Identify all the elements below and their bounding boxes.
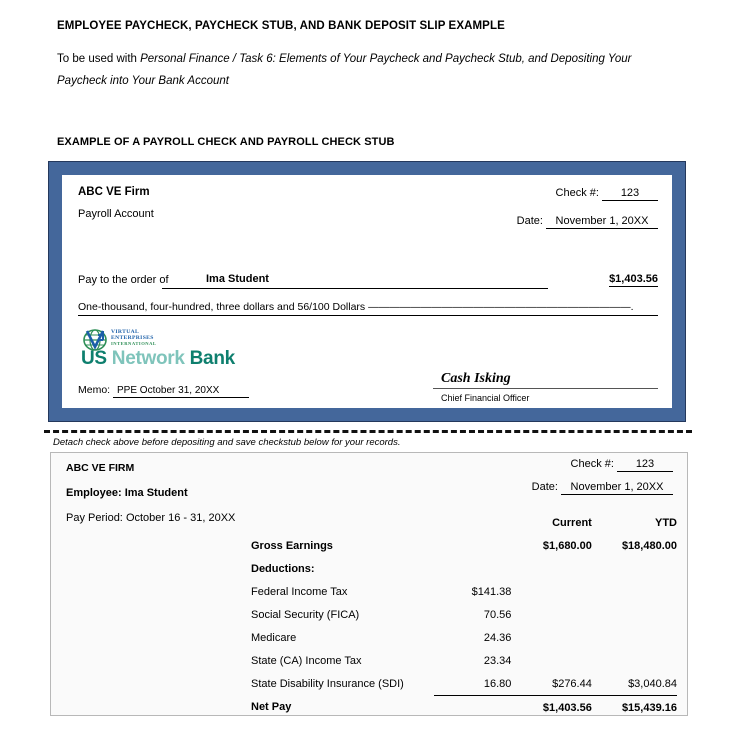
column-header-current: Current xyxy=(552,516,592,529)
check-number-value: 123 xyxy=(602,187,658,201)
ve-line-1: VIRTUAL xyxy=(111,329,140,335)
deductions-header-spacer-1 xyxy=(434,557,511,580)
deduction-label-2: Medicare xyxy=(251,631,297,644)
bank-name-us: US xyxy=(81,348,107,369)
deduction-current-spacer-2 xyxy=(511,626,591,649)
pay-stub xyxy=(50,452,688,716)
gross-earnings-current: $1,680.00 xyxy=(542,539,592,552)
signature-title: Chief Financial Officer xyxy=(441,393,530,403)
table-row xyxy=(251,603,677,626)
table-row xyxy=(251,626,677,649)
pay-to-order-row xyxy=(78,272,658,290)
deductions-header-spacer-3 xyxy=(592,557,677,580)
stub-date-label: Date: xyxy=(531,481,558,493)
check-memo-label: Memo: xyxy=(78,384,111,396)
check-memo-value: PPE October 31, 20XX xyxy=(113,385,249,398)
deductions-label: Deductions: xyxy=(251,562,315,575)
bank-name xyxy=(81,348,235,370)
signature-name: Cash Isking xyxy=(433,371,658,389)
header-spacer xyxy=(251,511,434,534)
check-firm-name: ABC VE Firm xyxy=(78,186,150,198)
gross-earnings-deduction-spacer xyxy=(434,534,511,557)
header-deduction-spacer xyxy=(434,511,511,534)
check-date-label: Date: xyxy=(516,215,543,227)
check-amount-words: One-thousand, four-hundred, three dollars and 56/100 Dollars —————————————————————————. xyxy=(78,301,658,316)
bank-logo xyxy=(79,328,299,372)
table-row-deductions-header xyxy=(251,557,677,580)
deductions-total-ytd: $3,040.84 xyxy=(592,672,677,696)
check-date-row xyxy=(517,215,658,229)
deduction-amount-2: 24.36 xyxy=(483,631,512,644)
stub-employee-name: Ima Student xyxy=(124,487,188,499)
deduction-amount-4: 16.80 xyxy=(434,672,511,696)
table-header-row xyxy=(251,511,677,534)
pay-to-order-line xyxy=(162,272,548,289)
payroll-check xyxy=(48,161,686,422)
check-memo-row xyxy=(78,384,249,398)
net-pay-ytd: $15,439.16 xyxy=(621,701,677,714)
check-number-label: Check #: xyxy=(555,187,599,199)
stub-employee-label: Employee: xyxy=(66,487,122,499)
stub-date-value: November 1, 20XX xyxy=(561,481,673,495)
detach-dashed-line xyxy=(44,430,692,433)
deductions-total-current: $276.44 xyxy=(511,672,591,696)
payee-name: Ima Student xyxy=(206,273,269,285)
deduction-label-3: State (CA) Income Tax xyxy=(251,654,362,667)
virtual-enterprises-wordmark xyxy=(111,329,156,348)
table-row xyxy=(251,649,677,672)
net-pay-current: $1,403.56 xyxy=(542,701,592,714)
deduction-ytd-spacer-0 xyxy=(592,580,677,603)
deduction-amount-0: $141.38 xyxy=(471,585,512,598)
bank-name-bank: Bank xyxy=(189,348,235,369)
deductions-header-spacer-2 xyxy=(511,557,591,580)
stub-employee-row xyxy=(66,487,188,499)
deduction-current-spacer-3 xyxy=(511,649,591,672)
stub-check-number-row xyxy=(571,458,673,472)
gross-earnings-ytd: $18,480.00 xyxy=(621,539,677,552)
table-row xyxy=(251,672,677,696)
deduction-current-spacer-1 xyxy=(511,603,591,626)
subtitle-reference: Personal Finance / Task 6: Elements of Your Paycheck and Paycheck Stub, and Depositing Your Paycheck into Your Bank Account xyxy=(57,53,632,87)
earnings-deductions-table xyxy=(251,511,677,719)
stub-pay-period-row xyxy=(66,512,235,524)
stub-check-number-label: Check #: xyxy=(570,458,614,470)
table-row xyxy=(251,580,677,603)
deduction-amount-3: 23.34 xyxy=(483,654,512,667)
stub-pay-period-value: October 16 - 31, 20XX xyxy=(125,512,236,524)
detach-instruction: Detach check above before depositing and save checkstub below for your records. xyxy=(53,437,401,448)
check-amount: $1,403.56 xyxy=(609,273,658,285)
deduction-label-1: Social Security (FICA) xyxy=(251,608,360,621)
check-face xyxy=(62,175,672,408)
deduction-label-0: Federal Income Tax xyxy=(251,585,348,598)
deduction-amount-1: 70.56 xyxy=(483,608,512,621)
deduction-label-4: State Disability Insurance (SDI) xyxy=(251,677,404,690)
table-row-net-pay xyxy=(251,696,677,720)
stub-firm-name: ABC VE FIRM xyxy=(66,462,135,474)
check-number-row xyxy=(556,187,658,201)
stub-date-row xyxy=(532,481,673,495)
page-title: EMPLOYEE PAYCHECK, PAYCHECK STUB, AND BANK DEPOSIT SLIP EXAMPLE xyxy=(57,20,505,32)
ve-line-3: INTERNATIONAL xyxy=(111,341,157,347)
ve-line-2: ENTERPRISES xyxy=(111,335,154,342)
check-account-name: Payroll Account xyxy=(78,208,154,220)
pay-to-order-label: Pay to the order of xyxy=(78,274,169,286)
stub-pay-period-label: Pay Period: xyxy=(66,512,123,524)
check-date-value: November 1, 20XX xyxy=(546,215,658,229)
bank-name-network: Network xyxy=(111,348,185,369)
net-pay-deduction-spacer xyxy=(434,696,511,720)
deduction-current-spacer-0 xyxy=(511,580,591,603)
subtitle-prefix: To be used with xyxy=(57,53,141,65)
check-signature-block xyxy=(433,371,658,403)
deduction-ytd-spacer-1 xyxy=(592,603,677,626)
stub-check-number-value: 123 xyxy=(617,458,673,472)
gross-earnings-label: Gross Earnings xyxy=(251,539,333,552)
column-header-ytd: YTD xyxy=(655,516,677,529)
document-subtitle xyxy=(57,48,647,92)
table-row-gross-earnings xyxy=(251,534,677,557)
deduction-ytd-spacer-2 xyxy=(592,626,677,649)
deduction-ytd-spacer-3 xyxy=(592,649,677,672)
section-title: EXAMPLE OF A PAYROLL CHECK AND PAYROLL CHECK STUB xyxy=(57,136,395,148)
net-pay-label: Net Pay xyxy=(251,701,292,714)
